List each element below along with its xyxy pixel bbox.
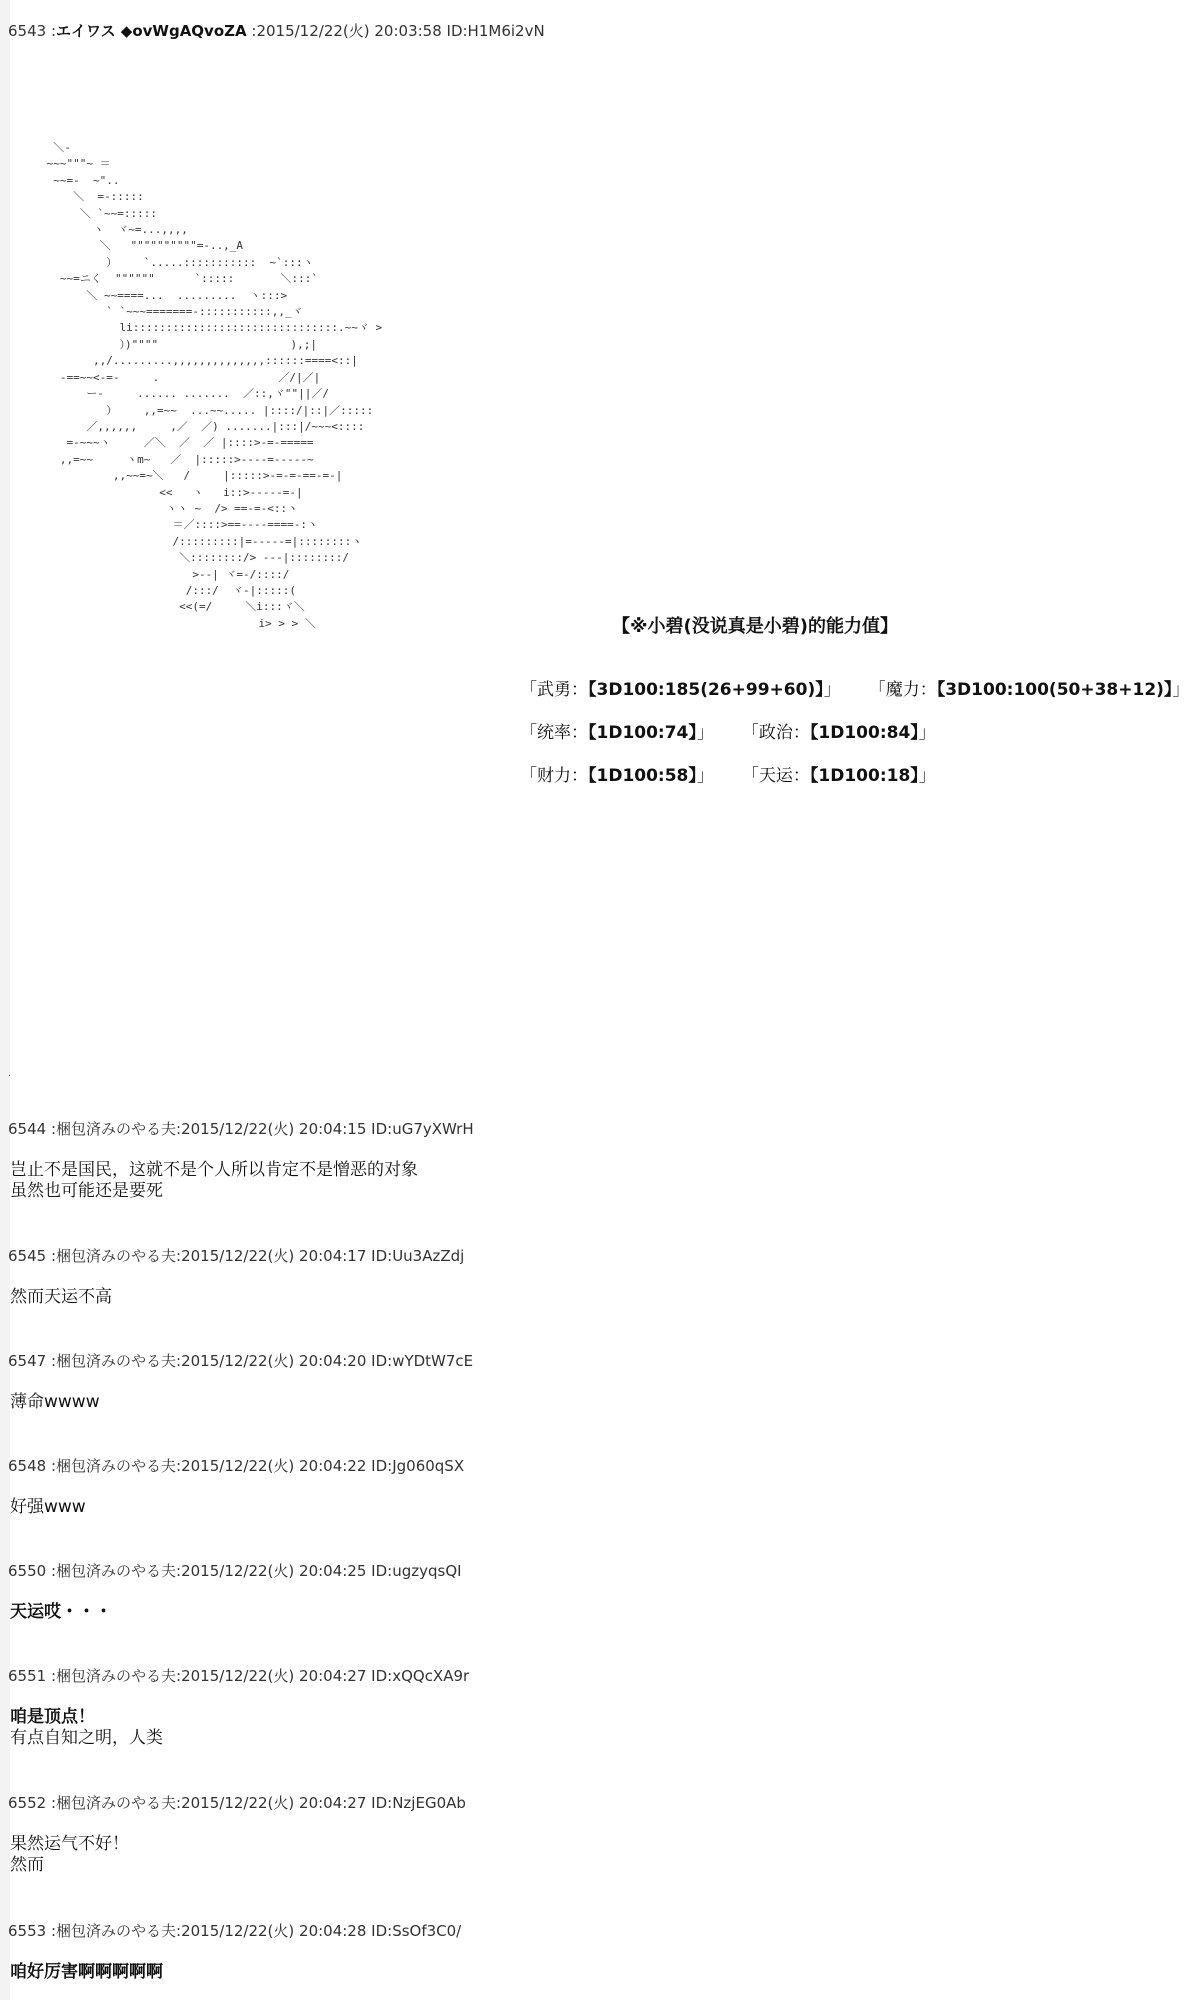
post-number[interactable]: 6552 xyxy=(8,1794,47,1812)
poster-id: ID:uG7yXWrH xyxy=(371,1120,474,1138)
stat-label: 「统率： xyxy=(520,723,588,743)
stat-row xyxy=(520,761,936,786)
stat-row xyxy=(520,718,936,743)
post-header: 6553 :梱包済みのやる夫:2015/12/22(火) 20:04:28 ID:SsOf3C0/ xyxy=(8,1922,462,1940)
stat-row xyxy=(520,675,1189,700)
poster-name: エイワス ◆ovWgAQvoZA xyxy=(56,22,247,40)
post-line: 虽然也可能还是要死 xyxy=(10,1181,163,1201)
post-number[interactable]: 6550 xyxy=(8,1562,47,1580)
ascii-art-dragon: ＼- ~~~"""~ ＝ ~~=- ~".. ＼ =-::::: ＼ `~~=::::: ヽ ヾ~=...,,,, ＼ """"""""""=-..,_A ） `.....::::::::::: ~`:::ヽ ~~=ニく """""" `::::: ＼:::` ＼ ~~====... ......... ヽ:::> ` `~~~=======-:::::::::::,,_ヾ li:::::::::::::::::::::::::::::::.~~ヾ > ）)"""" ),;| ,,/.........,,,,,,,,,,,,,,::::::====<::| -==~~<-=- . ／/|／| ー‐ ...... ....... ／::,ヾ""||／/ ） ,,=~~ ...~~..... |::::/|::|／::::: ／,,,,,, ,／ ／) .......|:::|/~~~<:::: =-~~~ヽ ／＼ ／ ／ |::::>-=-===== ,,=~~ ヽm~ ／ |:::::>----=-----~ ,,~~=~＼ / |:::::>-=-=-==-=-| << ヽ i::>-----=-| ヽヽ ~ /> ==-=-<::ヽ ＝／::::>==----====-:ヽ /:::::::::|=-----=|::::::::ヽ ＼::::::::/> ---|::::::::/ >--| ヾ=-/::::/ /:::/ ヾ‐|:::::( <<(=/ ＼i:::ヾ＼ i> > > ＼ xyxy=(46,141,383,630)
post-number[interactable]: 6548 xyxy=(8,1457,47,1475)
post-body xyxy=(10,1962,163,1983)
post-number[interactable]: 6547 xyxy=(8,1352,47,1370)
post-date: 2015/12/22(火) 20:04:27 xyxy=(181,1667,367,1685)
post-number[interactable]: 6545 xyxy=(8,1247,47,1265)
post-header: 6544 :梱包済みのやる夫:2015/12/22(火) 20:04:15 ID:uG7yXWrH xyxy=(8,1120,474,1138)
post-date: 2015/12/22(火) 20:04:25 xyxy=(181,1562,367,1580)
stat-close: 」 xyxy=(823,680,841,700)
poster-name: 梱包済みのやる夫 xyxy=(56,1562,177,1580)
post-body xyxy=(10,1834,129,1876)
poster-id: ID:xQQcXA9r xyxy=(371,1667,470,1685)
post-header: 6547 :梱包済みのやる夫:2015/12/22(火) 20:04:20 ID:wYDtW7cE xyxy=(8,1352,474,1370)
poster-name: 梱包済みのやる夫 xyxy=(56,1457,177,1475)
post-header: 6551 :梱包済みのやる夫:2015/12/22(火) 20:04:27 ID:xQQcXA9r xyxy=(8,1667,470,1685)
stat-close: 」 xyxy=(696,723,714,743)
post-number[interactable]: 6543 xyxy=(8,22,47,40)
post-header: 6550 :梱包済みのやる夫:2015/12/22(火) 20:04:25 ID:ugzyqsQI xyxy=(8,1562,462,1580)
post-line: 天运哎・・・ xyxy=(10,1602,112,1622)
poster-name: 梱包済みのやる夫 xyxy=(56,1120,177,1138)
separator-dot: . xyxy=(8,1068,12,1079)
post-header: 6543 :エイワス ◆ovWgAQvoZA :2015/12/22(火) 20:03:58 ID:H1M6i2vN xyxy=(8,22,545,40)
stat-close: 」 xyxy=(918,766,936,786)
post-line: 好强www xyxy=(10,1497,86,1517)
stat-label: 「武勇： xyxy=(520,680,588,700)
post-date: 2015/12/22(火) 20:04:22 xyxy=(181,1457,367,1475)
poster-name: 梱包済みのやる夫 xyxy=(56,1667,177,1685)
poster-name: 梱包済みのやる夫 xyxy=(56,1794,177,1812)
post-body xyxy=(10,1160,418,1202)
post-body xyxy=(10,1497,86,1518)
stat-value: 【1D100:58】 xyxy=(588,766,697,786)
post-header: 6552 :梱包済みのやる夫:2015/12/22(火) 20:04:27 ID:NzjEG0Ab xyxy=(8,1794,466,1812)
poster-id: ID:wYDtW7cE xyxy=(371,1352,474,1370)
post-body xyxy=(10,1602,112,1623)
stat-close: 」 xyxy=(1172,680,1189,700)
post-date: 2015/12/22(火) 20:04:28 xyxy=(181,1922,367,1940)
poster-id: ID:SsOf3C0/ xyxy=(371,1922,462,1940)
post-line: 岂止不是国民，这就不是个人所以肯定不是憎恶的对象 xyxy=(10,1160,418,1180)
stat-value: 【1D100:18】 xyxy=(809,766,919,786)
poster-name: 梱包済みのやる夫 xyxy=(56,1922,177,1940)
post-line: 薄命wwww xyxy=(10,1392,100,1412)
post-date: 2015/12/22(火) 20:03:58 xyxy=(256,22,442,40)
post-date: 2015/12/22(火) 20:04:15 xyxy=(181,1120,367,1138)
post-number[interactable]: 6553 xyxy=(8,1922,47,1940)
poster-id: ID:Jg060qSX xyxy=(371,1457,465,1475)
poster-name: 梱包済みのやる夫 xyxy=(56,1352,177,1370)
post-header: 6545 :梱包済みのやる夫:2015/12/22(火) 20:04:17 ID:Uu3AzZdj xyxy=(8,1247,465,1265)
stat-label: 「政治： xyxy=(741,723,810,743)
stat-value: 【3D100:185(26+99+60)】 xyxy=(588,680,824,700)
poster-id: ID:ugzyqsQI xyxy=(371,1562,462,1580)
stat-value: 【3D100:100(50+38+12)】 xyxy=(936,680,1173,700)
stat-close: 」 xyxy=(696,766,714,786)
poster-id: ID:NzjEG0Ab xyxy=(371,1794,466,1812)
post-body xyxy=(10,1392,100,1413)
stat-label: 「魔力： xyxy=(868,680,937,700)
page-margin-strip xyxy=(0,0,10,2000)
post-body xyxy=(10,1707,163,1749)
post-header: 6548 :梱包済みのやる夫:2015/12/22(火) 20:04:22 ID:Jg060qSX xyxy=(8,1457,465,1475)
post-date: 2015/12/22(火) 20:04:17 xyxy=(181,1247,367,1265)
post-line: 咱是顶点！ xyxy=(10,1707,95,1727)
post-date: 2015/12/22(火) 20:04:20 xyxy=(181,1352,367,1370)
post-body xyxy=(10,1287,112,1308)
post-line: 有点自知之明，人类 xyxy=(10,1728,163,1748)
poster-id: ID:Uu3AzZdj xyxy=(371,1247,465,1265)
post-line: 然而 xyxy=(10,1855,44,1875)
poster-id: ID:H1M6i2vN xyxy=(446,22,545,40)
stats-title: 【※小碧(没说真是小碧)的能力值】 xyxy=(612,616,898,637)
poster-name: 梱包済みのやる夫 xyxy=(56,1247,177,1265)
post-line: 果然运气不好！ xyxy=(10,1834,129,1854)
post-number[interactable]: 6544 xyxy=(8,1120,47,1138)
stat-label: 「财力： xyxy=(520,766,588,786)
post-number[interactable]: 6551 xyxy=(8,1667,47,1685)
post-line: 咱好厉害啊啊啊啊啊 xyxy=(10,1962,163,1982)
post-line: 然而天运不高 xyxy=(10,1287,112,1307)
stat-close: 」 xyxy=(918,723,936,743)
stat-label: 「天运： xyxy=(741,766,810,786)
stat-value: 【1D100:74】 xyxy=(588,723,697,743)
stat-value: 【1D100:84】 xyxy=(809,723,919,743)
post-date: 2015/12/22(火) 20:04:27 xyxy=(181,1794,367,1812)
